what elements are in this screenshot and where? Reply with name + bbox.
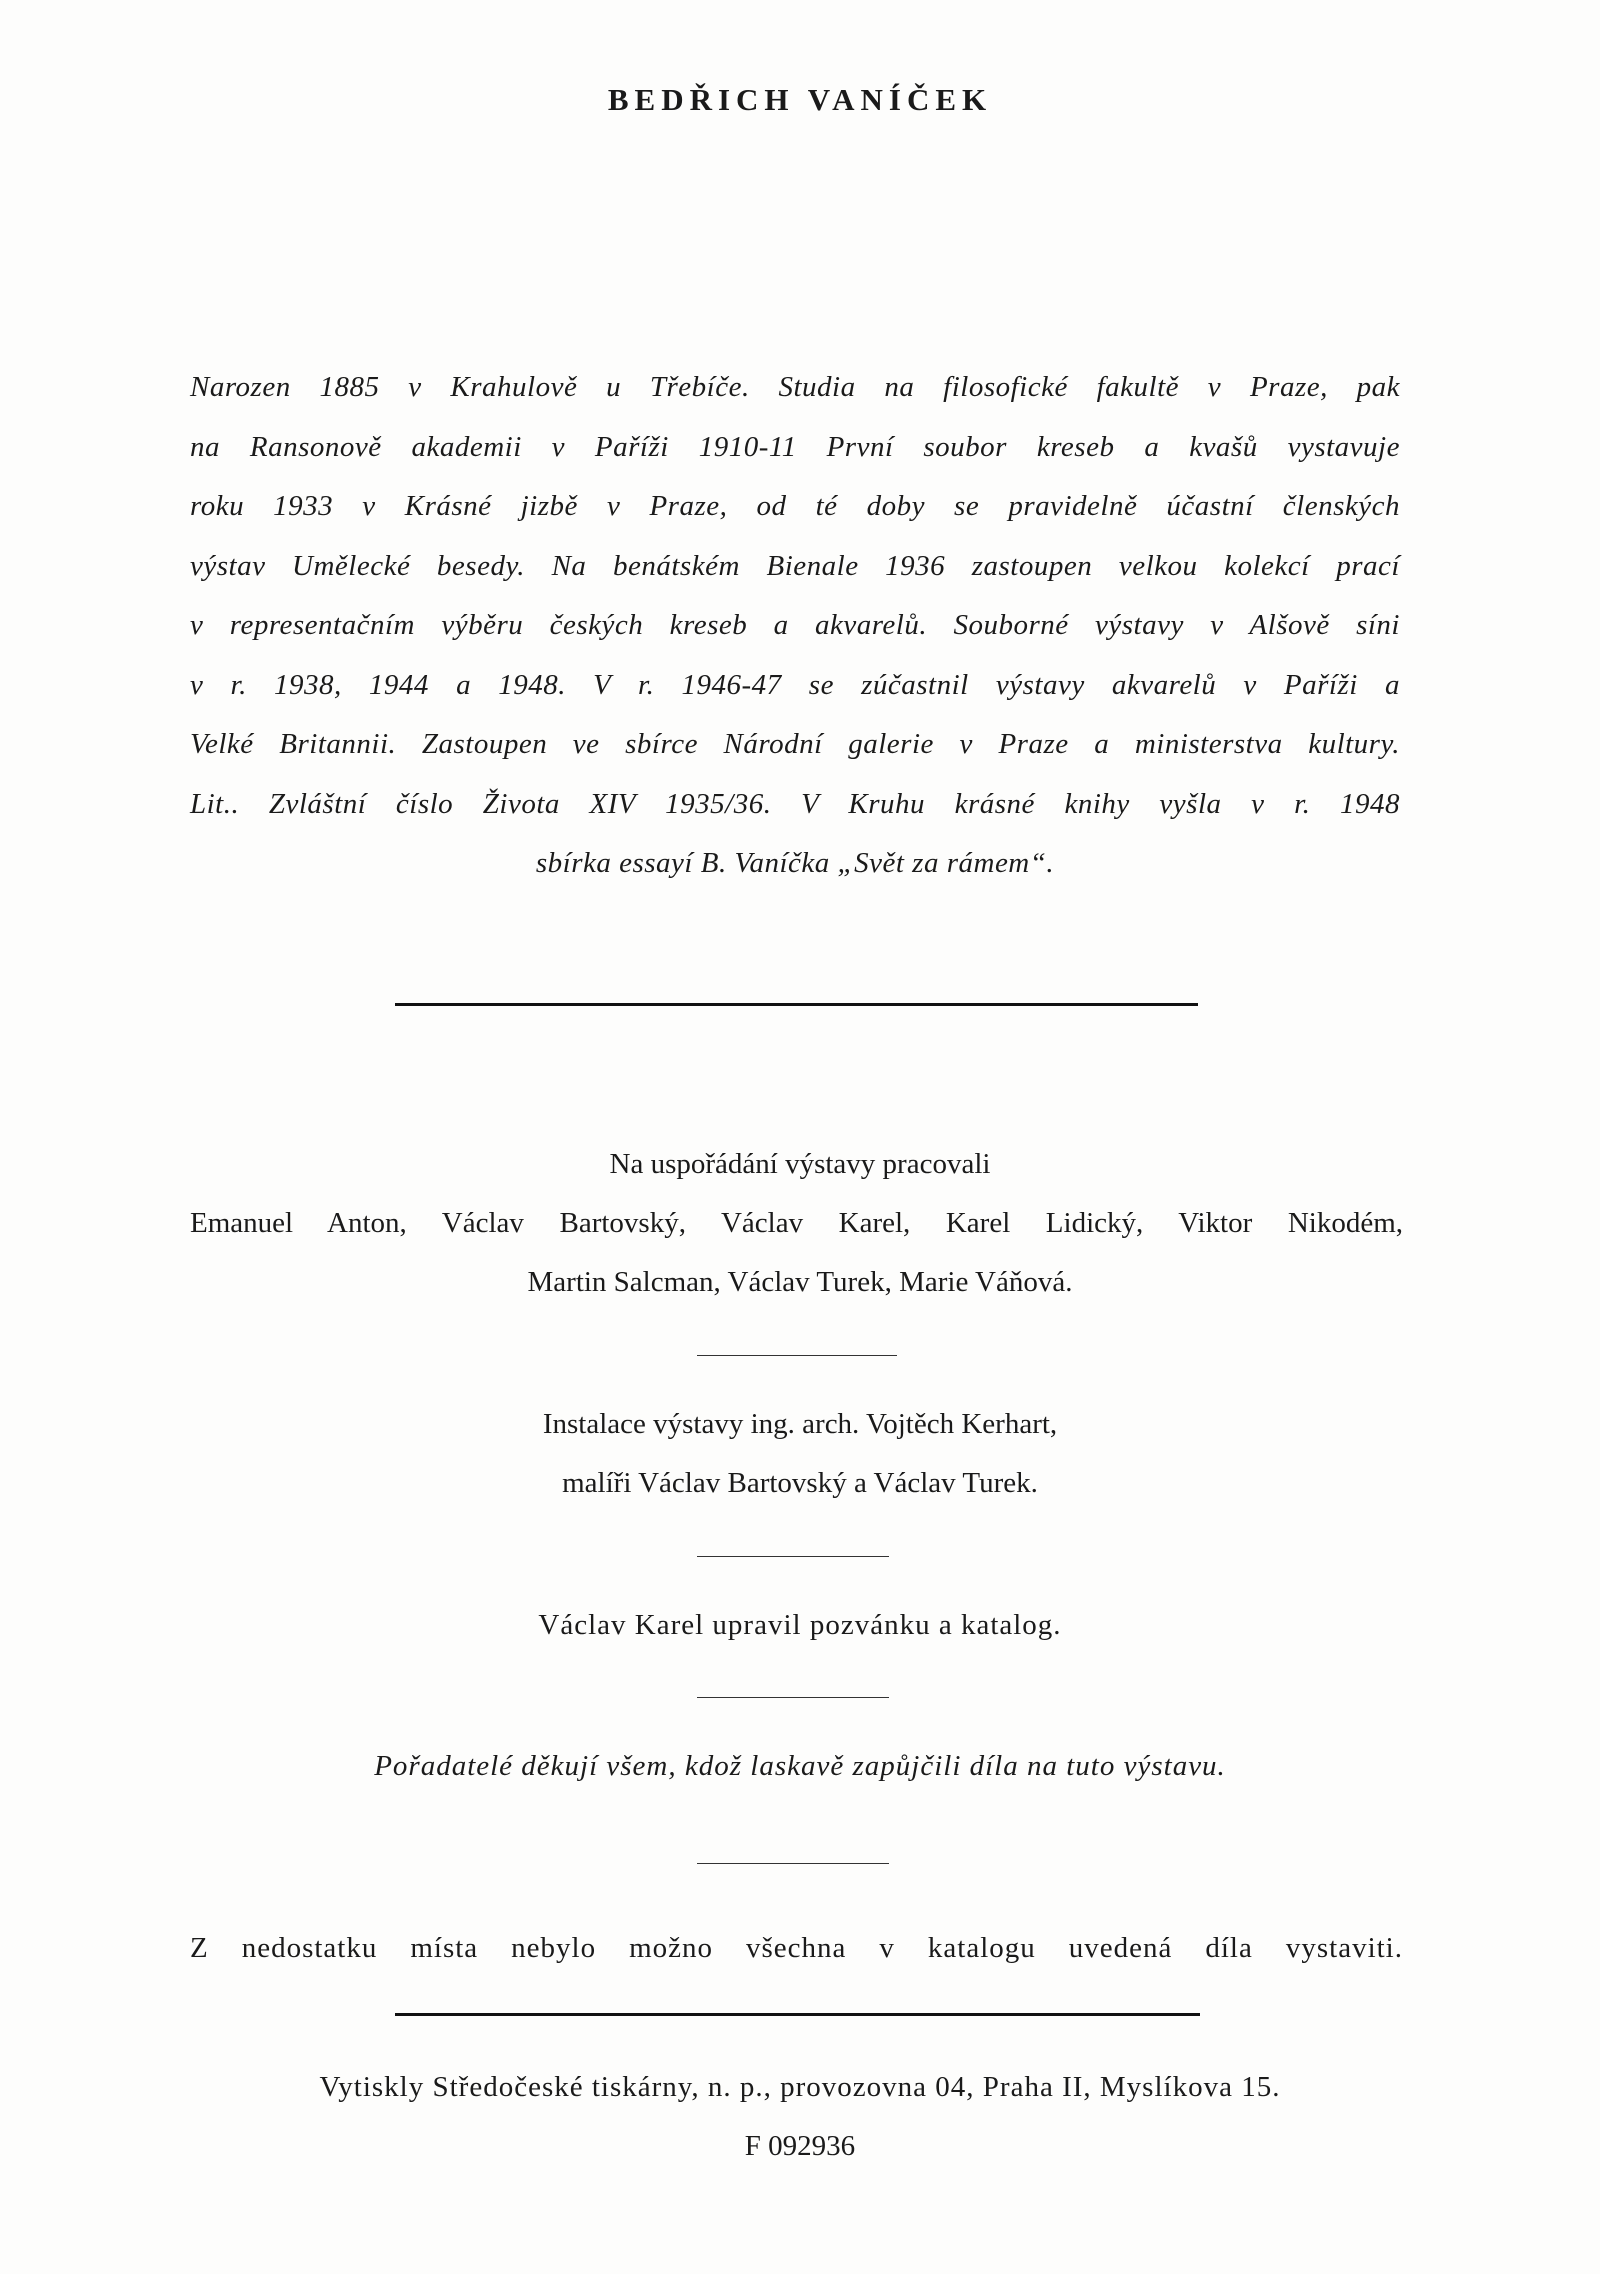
credits-heading: Na uspořádání výstavy pracovali [609,1148,991,1180]
biography-line: Lit.. Zvláštní číslo Života XIV 1935/36. V Kruhu krásné knihy vyšla v r. 1948 [190,787,1400,820]
installation-line: malíři Václav Bartovský a Václav Turek. [562,1467,1038,1499]
biography-line: v r. 1938, 1944 a 1948. V r. 1946-47 se zúčastnil výstavy akvarelů v Paříži a [190,668,1400,701]
biography-line: roku 1933 v Krásné jizbě v Praze, od té doby se pravidelně účastní členských [190,490,1400,522]
space-note: Z nedostatku místa nebylo možno všechna v katalogu uvedená díla vystaviti. [190,1932,1403,1964]
credits-names-line: Martin Salcman, Václav Turek, Marie Váňová. [527,1266,1073,1298]
biography-line: v representačním výběru českých kreseb a akvarelů. Souborné výstavy v Alšově síni [190,609,1400,641]
biography-line: sbírka essayí B. Vaníčka „Svět za rámem“. [535,847,1055,879]
biography-line: výstav Umělecké besedy. Na benátském Bienale 1936 zastoupen velkou kolekcí prací [190,549,1400,582]
biography-line: Narozen 1885 v Krahulově u Třebíče. Studia na filosofické fakultě v Praze, pak [190,371,1400,403]
credits-names-line: Emanuel Anton, Václav Bartovský, Václav Karel, Karel Lidický, Viktor Nikodém, [190,1207,1403,1239]
design-note: Václav Karel upravil pozvánku a katalog. [538,1609,1062,1641]
page-title: BEDŘICH VANÍČEK [607,82,993,117]
section-divider-thick [395,2013,1200,2016]
biography-line: Velké Britannii. Zastoupen ve sbírce Národní galerie v Praze a ministerstva kultury. [190,728,1400,760]
short-divider [697,1697,889,1698]
biography-paragraph [190,358,1400,894]
short-divider [697,1863,889,1864]
printer-line: Vytiskly Středočeské tiskárny, n. p., provozovna 04, Praha II, Myslíkova 15. [319,2071,1281,2103]
section-divider-thick [395,1003,1198,1006]
print-code: F 092936 [744,2130,856,2162]
thanks-note: Pořadatelé děkují všem, kdož laskavě zapůjčili díla na tuto výstavu. [374,1750,1226,1782]
biography-line: na Ransonově akademii v Paříži 1910-11 První soubor kreseb a kvašů vystavuje [190,430,1400,463]
short-divider [697,1355,897,1356]
short-divider [697,1556,889,1557]
installation-line: Instalace výstavy ing. arch. Vojtěch Kerhart, [542,1408,1058,1440]
